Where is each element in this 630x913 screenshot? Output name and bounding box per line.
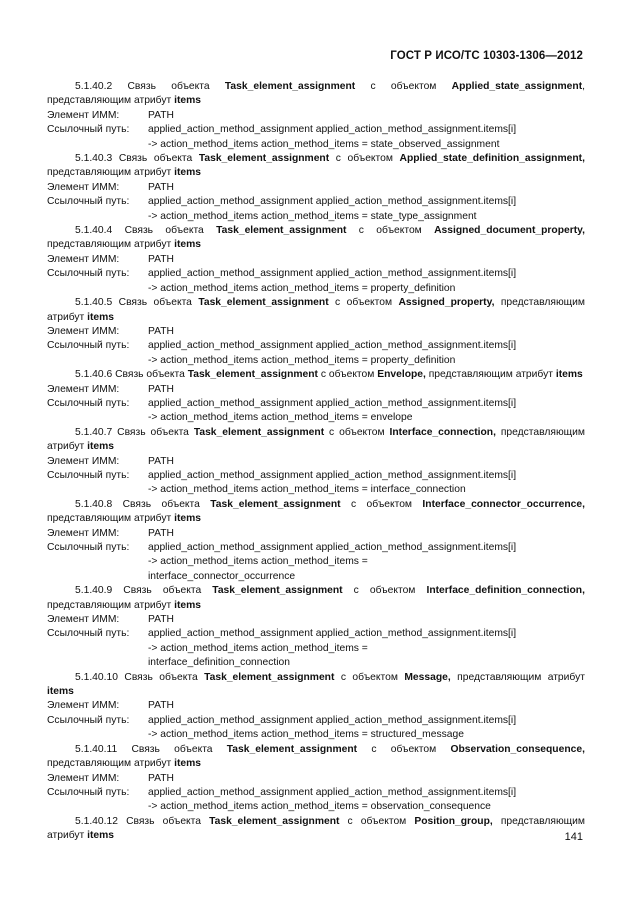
target-entity: Interface_connection, (389, 426, 496, 438)
clause-mid: с объектом (350, 498, 413, 510)
clause-lead: Связь объекта (127, 81, 210, 92)
clause-number: 5.1.40.3 (75, 153, 113, 165)
clause-paragraph (47, 584, 585, 613)
clause-tail: представляющим атрибут (47, 239, 172, 251)
clause-lead: Связь объекта (124, 671, 198, 683)
attribute-name: items (87, 311, 115, 323)
element-value: PATH (148, 109, 174, 121)
clause-tail: представляющим атрибут (47, 513, 172, 525)
element-label: Элемент ИММ: (47, 455, 120, 467)
clause-tail: , представляющим атрибут (47, 81, 585, 107)
attribute-name: items (174, 513, 202, 525)
element-value: PATH (148, 383, 174, 395)
attribute-name: items (47, 686, 74, 698)
element-label: Элемент ИММ: (47, 614, 120, 626)
ref-path-line: -> action_method_items action_method_items = (148, 556, 368, 568)
entity-name: Task_element_assignment (226, 743, 358, 755)
entity-name: Task_element_assignment (204, 671, 335, 683)
ref-path-line: applied_action_method_assignment applied_action_method_assignment.items[i] (148, 628, 517, 640)
clause-number: 5.1.40.4 (75, 225, 113, 237)
clause-number: 5.1.40.5 (75, 297, 113, 309)
clause-tail: представляющим атрибут (425, 369, 553, 381)
element-value: PATH (148, 181, 174, 193)
ref-path-line: interface_definition_connection (148, 657, 290, 669)
ref-path-value (148, 469, 585, 498)
ref-path-line: -> action_method_items action_method_items = state_observed_assignment (148, 138, 500, 150)
clause-number: 5.1.40.8 (75, 498, 113, 510)
clause-tail: представляющим атрибут (47, 815, 585, 842)
entity-name: Task_element_assignment (212, 585, 343, 597)
clause-lead: Связь объекта (115, 369, 185, 381)
ref-path-value (148, 627, 585, 670)
clause-paragraph (47, 426, 585, 455)
ref-path-value (148, 123, 585, 152)
element-value: PATH (148, 325, 174, 337)
element-row (47, 699, 585, 713)
clause-lead: Связь объекта (124, 225, 204, 237)
ref-path-line: applied_action_method_assignment applied_action_method_assignment.items[i] (148, 196, 517, 208)
document-header: ГОСТ Р ИСО/ТС 10303-1306—2012 (390, 50, 583, 62)
clause-tail: представляющим атрибут (47, 297, 585, 323)
ref-path-label: Ссылочный путь: (47, 542, 130, 553)
target-entity: Observation_consequence, (450, 743, 585, 755)
ref-path-row (47, 627, 585, 670)
ref-path-line: applied_action_method_assignment applied_action_method_assignment.items[i] (148, 542, 517, 553)
ref-path-label: Ссылочный путь: (47, 196, 130, 208)
ref-path-label: Ссылочный путь: (47, 628, 130, 640)
target-entity: Position_group, (414, 815, 493, 827)
element-row (47, 613, 585, 627)
clause-mid: с объектом (347, 815, 407, 827)
target-entity: Assigned_property, (398, 297, 495, 309)
ref-path-line: applied_action_method_assignment applied_action_method_assignment.items[i] (148, 469, 517, 481)
element-row (47, 527, 585, 541)
ref-path-value (148, 786, 585, 815)
clause-mid: с объектом (335, 153, 393, 165)
ref-path-value (148, 397, 585, 426)
ref-path-row (47, 123, 585, 152)
clause-lead: Связь объекта (118, 153, 193, 165)
clause-tail: представляющим атрибут (47, 599, 172, 611)
document-body (47, 80, 585, 844)
attribute-name: items (87, 441, 115, 453)
element-label: Элемент ИММ: (47, 527, 120, 539)
ref-path-line: applied_action_method_assignment applied_action_method_assignment.items[i] (148, 268, 517, 280)
clause-paragraph (47, 815, 585, 844)
ref-path-label: Ссылочный путь: (47, 397, 130, 409)
element-value: PATH (148, 455, 174, 467)
clause-paragraph (47, 368, 585, 382)
attribute-name: items (174, 599, 202, 611)
clause-lead: Связь объекта (117, 426, 189, 438)
element-label: Элемент ИММ: (47, 700, 120, 712)
ref-path-value (148, 267, 585, 296)
clause-paragraph (47, 152, 585, 181)
ref-path-row (47, 195, 585, 224)
element-label: Элемент ИММ: (47, 181, 120, 193)
ref-path-value (148, 195, 585, 224)
element-row (47, 109, 585, 123)
ref-path-line: -> action_method_items action_method_items = envelope (148, 412, 413, 424)
clause-tail: представляющим атрибут (47, 167, 172, 179)
clause-paragraph (47, 80, 585, 109)
clause-number: 5.1.40.12 (75, 815, 118, 827)
clause-paragraph (47, 296, 585, 325)
clause-mid: с объектом (353, 585, 416, 597)
attribute-name: items (174, 95, 202, 107)
attribute-name: items (174, 167, 202, 179)
clause-paragraph (47, 224, 585, 253)
element-row (47, 253, 585, 267)
ref-path-row (47, 714, 585, 743)
clause-tail: представляющим атрибут (450, 671, 585, 683)
target-entity: Message, (404, 671, 451, 683)
element-row (47, 181, 585, 195)
element-label: Элемент ИММ: (47, 772, 120, 784)
entity-name: Task_element_assignment (198, 297, 329, 309)
clause-paragraph (47, 498, 585, 527)
ref-path-line: applied_action_method_assignment applied_action_method_assignment.items[i] (148, 340, 517, 352)
target-entity: Envelope, (377, 369, 426, 381)
target-entity: Interface_connector_occurrence, (422, 498, 585, 510)
entity-name: Task_element_assignment (209, 815, 340, 827)
attribute-name: items (87, 830, 115, 842)
ref-path-line: -> action_method_items action_method_items = property_definition (148, 282, 456, 294)
ref-path-label: Ссылочный путь: (47, 786, 130, 798)
ref-path-line: applied_action_method_assignment applied_action_method_assignment.items[i] (148, 397, 517, 409)
clause-number: 5.1.40.6 (75, 369, 113, 381)
clause-mid: с объектом (358, 225, 422, 237)
ref-path-row (47, 469, 585, 498)
clause-mid: с объектом (340, 671, 398, 683)
clause-lead: Связь объекта (123, 585, 202, 597)
ref-path-line: -> action_method_items action_method_items = (148, 642, 368, 654)
element-label: Элемент ИММ: (47, 109, 120, 121)
attribute-name: items (174, 758, 202, 770)
clause-number: 5.1.40.9 (75, 585, 113, 597)
element-value: PATH (148, 700, 174, 712)
entity-name: Task_element_assignment (210, 498, 341, 510)
attribute-name: items (555, 369, 583, 381)
clause-mid: с объектом (335, 297, 393, 309)
clause-lead: Связь объекта (122, 498, 200, 510)
clause-mid: с объектом (320, 369, 375, 381)
ref-path-row (47, 786, 585, 815)
ref-path-line: -> action_method_items action_method_items = observation_consequence (148, 801, 491, 813)
element-value: PATH (148, 527, 174, 539)
entity-name: Task_element_assignment (187, 369, 318, 381)
ref-path-line: applied_action_method_assignment applied_action_method_assignment.items[i] (148, 714, 517, 726)
clause-number: 5.1.40.7 (75, 426, 113, 438)
ref-path-label: Ссылочный путь: (47, 340, 130, 352)
element-value: PATH (148, 253, 174, 265)
clause-number: 5.1.40.2 (75, 81, 113, 92)
clause-lead: Связь объекта (118, 297, 192, 309)
clause-paragraph (47, 743, 585, 772)
clause-tail: представляющим атрибут (47, 426, 585, 453)
entity-name: Task_element_assignment (193, 426, 325, 438)
entity-name: Task_element_assignment (224, 81, 356, 92)
ref-path-row (47, 397, 585, 426)
element-label: Элемент ИММ: (47, 325, 120, 337)
clause-lead: Связь объекта (126, 815, 202, 827)
page-number: 141 (564, 831, 583, 843)
ref-path-label: Ссылочный путь: (47, 124, 130, 136)
target-entity: Applied_state_definition_assignment, (399, 153, 585, 165)
ref-path-label: Ссылочный путь: (47, 714, 130, 726)
clause-mid: с объектом (329, 426, 385, 438)
clause-mid: с объектом (371, 743, 437, 755)
element-value: PATH (148, 772, 174, 784)
target-entity: Applied_state_assignment (451, 81, 583, 92)
clause-mid: с объектом (370, 81, 437, 92)
attribute-name: items (174, 239, 202, 251)
clause-number: 5.1.40.11 (75, 743, 118, 755)
entity-name: Task_element_assignment (216, 225, 347, 237)
ref-path-line: -> action_method_items action_method_items = structured_message (148, 729, 464, 741)
ref-path-row (47, 541, 585, 584)
ref-path-row (47, 339, 585, 368)
ref-path-value (148, 339, 585, 368)
target-entity: Assigned_document_property, (434, 225, 585, 237)
element-row (47, 455, 585, 469)
ref-path-value (148, 541, 585, 584)
ref-path-value (148, 714, 585, 743)
clause-paragraph (47, 671, 585, 700)
element-value: PATH (148, 614, 174, 626)
ref-path-line: -> action_method_items action_method_items = state_type_assignment (148, 210, 477, 222)
element-label: Элемент ИММ: (47, 383, 120, 395)
ref-path-line: -> action_method_items action_method_items = interface_connection (148, 484, 466, 496)
element-row (47, 383, 585, 397)
element-row (47, 325, 585, 339)
ref-path-line: -> action_method_items action_method_items = property_definition (148, 354, 456, 366)
ref-path-row (47, 267, 585, 296)
ref-path-line: applied_action_method_assignment applied_action_method_assignment.items[i] (148, 124, 517, 136)
entity-name: Task_element_assignment (198, 153, 330, 165)
ref-path-line: applied_action_method_assignment applied_action_method_assignment.items[i] (148, 786, 517, 798)
clause-tail: представляющим атрибут (47, 758, 172, 770)
ref-path-label: Ссылочный путь: (47, 268, 130, 280)
ref-path-line: interface_connector_occurrence (148, 570, 296, 582)
target-entity: Interface_definition_connection, (426, 585, 585, 597)
element-row (47, 772, 585, 786)
ref-path-label: Ссылочный путь: (47, 469, 130, 481)
clause-lead: Связь объекта (131, 743, 213, 755)
element-label: Элемент ИММ: (47, 253, 120, 265)
clause-number: 5.1.40.10 (75, 671, 118, 683)
